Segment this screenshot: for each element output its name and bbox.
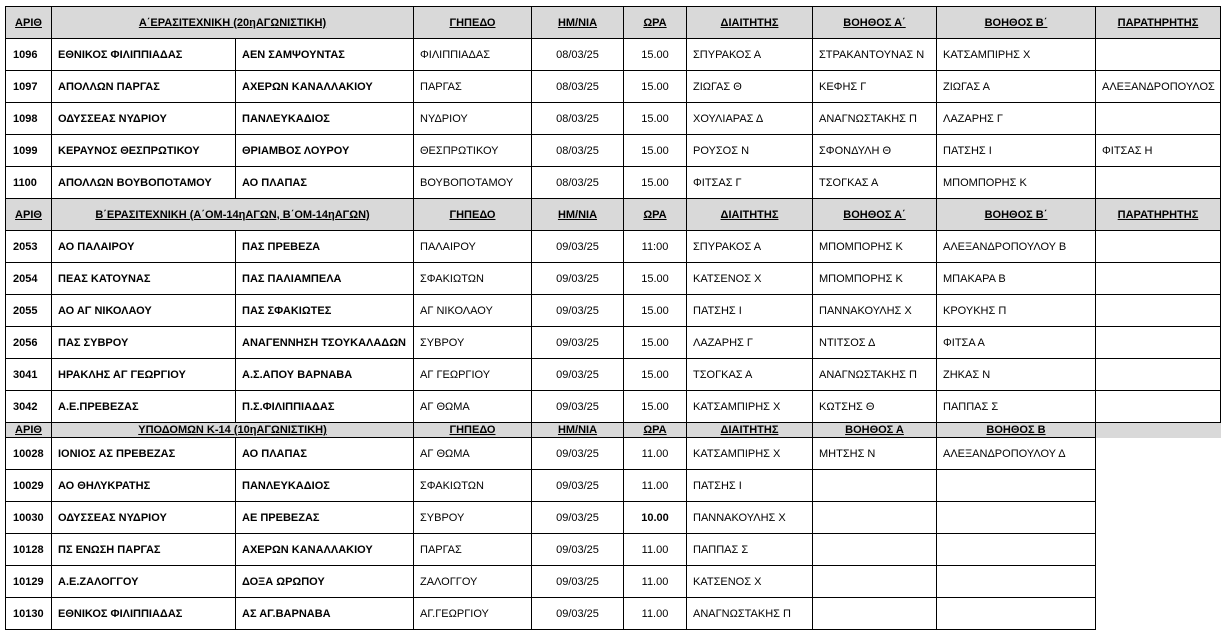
away-team: ΠΑΣ ΣΦΑΚΙΩΤΕΣ xyxy=(236,295,414,327)
match-code: 2055 xyxy=(6,295,52,327)
match-date: 09/03/25 xyxy=(532,598,624,630)
header-assistant-a: ΒΟΗΘΟΣ Α΄ xyxy=(813,199,937,231)
referee: ΤΣΟΓΚΑΣ Α xyxy=(687,359,813,391)
match-code: 2056 xyxy=(6,327,52,359)
away-team: ΑΟ ΠΛΑΠΑΣ xyxy=(236,167,414,199)
referee: ΚΑΤΣΑΜΠΙΡΗΣ Χ xyxy=(687,438,813,470)
referee: ΠΑΝΝΑΚΟΥΛΗΣ Χ xyxy=(687,502,813,534)
home-team: ΚΕΡΑΥΝΟΣ ΘΕΣΠΡΩΤΙΚΟΥ xyxy=(52,135,236,167)
match-time: 11.00 xyxy=(624,598,687,630)
section-title: ΥΠΟΔΟΜΩΝ Κ-14 (10ηΑΓΩΝΙΣΤΙΚΗ) xyxy=(52,423,414,438)
field-name: ΣΦΑΚΙΩΤΩΝ xyxy=(414,470,532,502)
away-team: ΑΕΝ ΣΑΜΨΟΥΝΤΑΣ xyxy=(236,39,414,71)
table-row xyxy=(6,598,1221,630)
away-team: Π.Σ.ΦΙΛΙΠΠΙΑΔΑΣ xyxy=(236,391,414,423)
assistant-b: ΦΙΤΣΑ Α xyxy=(937,327,1096,359)
header-field: ΓΗΠΕΔΟ xyxy=(414,199,532,231)
assistant-b: ΜΠΑΚΑΡΑ Β xyxy=(937,263,1096,295)
match-date: 08/03/25 xyxy=(532,135,624,167)
match-code: 2053 xyxy=(6,231,52,263)
assistant-b: ΛΑΖΑΡΗΣ Γ xyxy=(937,103,1096,135)
assistant-b xyxy=(937,534,1096,566)
home-team: ΑΠΟΛΛΩΝ ΠΑΡΓΑΣ xyxy=(52,71,236,103)
observer xyxy=(1096,263,1221,295)
observer: ΑΛΕΞΑΝΔΡΟΠΟΥΛΟΣ xyxy=(1096,71,1221,103)
away-team: ΑΣ ΑΓ.ΒΑΡΝΑΒΑ xyxy=(236,598,414,630)
observer xyxy=(1096,327,1221,359)
header-assistant-a: ΒΟΗΘΟΣ Α xyxy=(813,423,937,438)
home-team: ΕΘΝΙΚΟΣ ΦΙΛΙΠΠΙΑΔΑΣ xyxy=(52,598,236,630)
home-team: ΑΟ ΑΓ ΝΙΚΟΛΑΟΥ xyxy=(52,295,236,327)
header-assistant-b: ΒΟΗΘΟΣ Β΄ xyxy=(937,7,1096,39)
assistant-a: ΝΤΙΤΣΟΣ Δ xyxy=(813,327,937,359)
table-row xyxy=(6,566,1221,598)
section-header-row xyxy=(6,423,1221,438)
header-referee: ΔΙΑΙΤΗΤΗΣ xyxy=(687,7,813,39)
home-team: ΠΕΑΣ ΚΑΤΟΥΝΑΣ xyxy=(52,263,236,295)
field-name: ΦΙΛΙΠΠΙΑΔΑΣ xyxy=(414,39,532,71)
header-observer: ΠΑΡΑΤΗΡΗΤΗΣ xyxy=(1096,7,1221,39)
empty-cell xyxy=(1096,470,1221,502)
away-team: ΑΕ ΠΡΕΒΕΖΑΣ xyxy=(236,502,414,534)
referee: ΠΑΤΣΗΣ Ι xyxy=(687,295,813,327)
match-date: 09/03/25 xyxy=(532,327,624,359)
match-time: 15.00 xyxy=(624,359,687,391)
field-name: ΑΓ.ΓΕΩΡΓΙΟΥ xyxy=(414,598,532,630)
home-team: ΟΔΥΣΣΕΑΣ ΝΥΔΡΙΟΥ xyxy=(52,103,236,135)
home-team: ΠΣ ΕΝΩΣΗ ΠΑΡΓΑΣ xyxy=(52,534,236,566)
empty-cell xyxy=(1096,534,1221,566)
match-code: 10030 xyxy=(6,502,52,534)
assistant-a: ΠΑΝΝΑΚΟΥΛΗΣ Χ xyxy=(813,295,937,327)
match-date: 09/03/25 xyxy=(532,263,624,295)
field-name: ΝΥΔΡΙΟΥ xyxy=(414,103,532,135)
match-date: 09/03/25 xyxy=(532,502,624,534)
header-assistant-a: ΒΟΗΘΟΣ Α΄ xyxy=(813,7,937,39)
match-date: 08/03/25 xyxy=(532,39,624,71)
observer xyxy=(1096,231,1221,263)
observer xyxy=(1096,167,1221,199)
match-time: 11:00 xyxy=(624,231,687,263)
assistant-b: ΑΛΕΞΑΝΔΡΟΠΟΥΛΟΥ Δ xyxy=(937,438,1096,470)
away-team: ΑΝΑΓΕΝΝΗΣΗ ΤΣΟΥΚΑΛΑΔΩΝ xyxy=(236,327,414,359)
header-code: ΑΡΙΘ xyxy=(6,7,52,39)
assistant-b: ΜΠΟΜΠΟΡΗΣ Κ xyxy=(937,167,1096,199)
observer: ΦΙΤΣΑΣ Η xyxy=(1096,135,1221,167)
table-row xyxy=(6,103,1221,135)
match-code: 10129 xyxy=(6,566,52,598)
assistant-a xyxy=(813,502,937,534)
assistant-a xyxy=(813,598,937,630)
match-code: 2054 xyxy=(6,263,52,295)
referee: ΛΑΖΑΡΗΣ Γ xyxy=(687,327,813,359)
match-time: 11.00 xyxy=(624,534,687,566)
section-header-row xyxy=(6,7,1221,39)
assistant-a: ΑΝΑΓΝΩΣΤΑΚΗΣ Π xyxy=(813,359,937,391)
assistant-a: ΣΦΟΝΔΥΛΗ Θ xyxy=(813,135,937,167)
home-team: ΠΑΣ ΣΥΒΡΟΥ xyxy=(52,327,236,359)
schedule-body xyxy=(6,7,1221,630)
away-team: ΠΑΝΛΕΥΚΑΔΙΟΣ xyxy=(236,103,414,135)
referee: ΣΠΥΡΑΚΟΣ Α xyxy=(687,231,813,263)
away-team: ΠΑΝΛΕΥΚΑΔΙΟΣ xyxy=(236,470,414,502)
match-date: 08/03/25 xyxy=(532,167,624,199)
referee: ΑΝΑΓΝΩΣΤΑΚΗΣ Π xyxy=(687,598,813,630)
match-code: 10130 xyxy=(6,598,52,630)
match-time: 15.00 xyxy=(624,103,687,135)
field-name: ΖΑΛΟΓΓΟΥ xyxy=(414,566,532,598)
header-observer: ΠΑΡΑΤΗΡΗΤΗΣ xyxy=(1096,199,1221,231)
table-row xyxy=(6,391,1221,423)
referee: ΠΑΤΣΗΣ Ι xyxy=(687,470,813,502)
match-date: 09/03/25 xyxy=(532,391,624,423)
match-code: 10029 xyxy=(6,470,52,502)
match-time: 15.00 xyxy=(624,167,687,199)
away-team: Α.Σ.ΑΠΟΥ ΒΑΡΝΑΒΑ xyxy=(236,359,414,391)
match-time: 11.00 xyxy=(624,470,687,502)
assistant-a: ΜΠΟΜΠΟΡΗΣ Κ xyxy=(813,263,937,295)
observer xyxy=(1096,103,1221,135)
table-row xyxy=(6,502,1221,534)
match-date: 08/03/25 xyxy=(532,103,624,135)
schedule-table xyxy=(5,6,1221,630)
field-name: ΑΓ ΝΙΚΟΛΑΟΥ xyxy=(414,295,532,327)
away-team: ΠΑΣ ΠΑΛΙΑΜΠΕΛΑ xyxy=(236,263,414,295)
match-code: 1097 xyxy=(6,71,52,103)
away-team: ΑΧΕΡΩΝ ΚΑΝΑΛΛΑΚΙΟΥ xyxy=(236,534,414,566)
home-team: Α.Ε.ΠΡΕΒΕΖΑΣ xyxy=(52,391,236,423)
field-name: ΠΑΛΑΙΡΟΥ xyxy=(414,231,532,263)
header-date: ΗΜ/ΝΙΑ xyxy=(532,7,624,39)
assistant-b: ΚΡΟΥΚΗΣ Π xyxy=(937,295,1096,327)
assistant-a: ΑΝΑΓΝΩΣΤΑΚΗΣ Π xyxy=(813,103,937,135)
header-time: ΩΡΑ xyxy=(624,7,687,39)
assistant-a: ΚΩΤΣΗΣ Θ xyxy=(813,391,937,423)
table-row xyxy=(6,359,1221,391)
match-code: 3041 xyxy=(6,359,52,391)
field-name: ΠΑΡΓΑΣ xyxy=(414,534,532,566)
field-name: ΒΟΥΒΟΠΟΤΑΜΟΥ xyxy=(414,167,532,199)
match-date: 09/03/25 xyxy=(532,470,624,502)
table-row xyxy=(6,231,1221,263)
match-date: 09/03/25 xyxy=(532,295,624,327)
field-name: ΠΑΡΓΑΣ xyxy=(414,71,532,103)
field-name: ΣΦΑΚΙΩΤΩΝ xyxy=(414,263,532,295)
table-row xyxy=(6,327,1221,359)
assistant-b: ΠΑΠΠΑΣ Σ xyxy=(937,391,1096,423)
section-title: Β΄ΕΡΑΣΙΤΕΧΝΙΚΗ (Α΄ΟΜ-14ηΑΓΩΝ, Β΄ΟΜ-14ηΑΓΩΝ) xyxy=(52,199,414,231)
table-row xyxy=(6,470,1221,502)
empty-cell xyxy=(1096,438,1221,470)
assistant-a: ΜΠΟΜΠΟΡΗΣ Κ xyxy=(813,231,937,263)
away-team: ΑΧΕΡΩΝ ΚΑΝΑΛΛΑΚΙΟΥ xyxy=(236,71,414,103)
table-row xyxy=(6,295,1221,327)
header-assistant-b: ΒΟΗΘΟΣ Β xyxy=(937,423,1096,438)
table-row xyxy=(6,263,1221,295)
observer xyxy=(1096,39,1221,71)
table-row xyxy=(6,167,1221,199)
match-time: 15.00 xyxy=(624,71,687,103)
match-time: 15.00 xyxy=(624,327,687,359)
assistant-b: ΠΑΤΣΗΣ Ι xyxy=(937,135,1096,167)
match-date: 09/03/25 xyxy=(532,438,624,470)
home-team: ΕΘΝΙΚΟΣ ΦΙΛΙΠΠΙΑΔΑΣ xyxy=(52,39,236,71)
header-time: ΩΡΑ xyxy=(624,423,687,438)
home-team: ΑΟ ΘΗΛΥΚΡΑΤΗΣ xyxy=(52,470,236,502)
home-team: ΗΡΑΚΛΗΣ ΑΓ ΓΕΩΡΓΙΟΥ xyxy=(52,359,236,391)
section-title: Α΄ΕΡΑΣΙΤΕΧΝΙΚΗ (20ηΑΓΩΝΙΣΤΙΚΗ) xyxy=(52,7,414,39)
assistant-b xyxy=(937,598,1096,630)
header-code: ΑΡΙΘ xyxy=(6,423,52,438)
referee: ΧΟΥΛΙΑΡΑΣ Δ xyxy=(687,103,813,135)
match-time: 11.00 xyxy=(624,438,687,470)
home-team: ΑΠΟΛΛΩΝ ΒΟΥΒΟΠΟΤΑΜΟΥ xyxy=(52,167,236,199)
match-code: 3042 xyxy=(6,391,52,423)
home-team: ΟΔΥΣΣΕΑΣ ΝΥΔΡΙΟΥ xyxy=(52,502,236,534)
assistant-a xyxy=(813,566,937,598)
match-time: 15.00 xyxy=(624,135,687,167)
referee: ΚΑΤΣΕΝΟΣ Χ xyxy=(687,566,813,598)
observer xyxy=(1096,359,1221,391)
match-date: 09/03/25 xyxy=(532,231,624,263)
assistant-b xyxy=(937,566,1096,598)
table-row xyxy=(6,135,1221,167)
header-time: ΩΡΑ xyxy=(624,199,687,231)
match-time: 15.00 xyxy=(624,263,687,295)
referee: ΡΟΥΣΟΣ Ν xyxy=(687,135,813,167)
field-name: ΣΥΒΡΟΥ xyxy=(414,327,532,359)
home-team: ΑΟ ΠΑΛΑΙΡΟΥ xyxy=(52,231,236,263)
away-team: ΑΟ ΠΛΑΠΑΣ xyxy=(236,438,414,470)
referee: ΣΠΥΡΑΚΟΣ Α xyxy=(687,39,813,71)
header-code: ΑΡΙΘ xyxy=(6,199,52,231)
assistant-a xyxy=(813,470,937,502)
empty-cell xyxy=(1096,598,1221,630)
home-team: Α.Ε.ΖΑΛΟΓΓΟΥ xyxy=(52,566,236,598)
empty-cell xyxy=(1096,566,1221,598)
match-code: 1099 xyxy=(6,135,52,167)
match-date: 08/03/25 xyxy=(532,71,624,103)
header-referee: ΔΙΑΙΤΗΤΗΣ xyxy=(687,199,813,231)
assistant-b xyxy=(937,470,1096,502)
referee: ΖΙΩΓΑΣ Θ xyxy=(687,71,813,103)
match-date: 09/03/25 xyxy=(532,566,624,598)
match-time: 15.00 xyxy=(624,391,687,423)
referee: ΦΙΤΣΑΣ Γ xyxy=(687,167,813,199)
header-date: ΗΜ/ΝΙΑ xyxy=(532,423,624,438)
field-name: ΑΓ ΓΕΩΡΓΙΟΥ xyxy=(414,359,532,391)
table-row xyxy=(6,438,1221,470)
match-time: 11.00 xyxy=(624,566,687,598)
match-code: 1098 xyxy=(6,103,52,135)
match-code: 1100 xyxy=(6,167,52,199)
assistant-b: ΖΗΚΑΣ Ν xyxy=(937,359,1096,391)
field-name: ΑΓ ΘΩΜΑ xyxy=(414,438,532,470)
empty-cell xyxy=(1096,502,1221,534)
away-team: ΠΑΣ ΠΡΕΒΕΖΑ xyxy=(236,231,414,263)
home-team: ΙΟΝΙΟΣ ΑΣ ΠΡΕΒΕΖΑΣ xyxy=(52,438,236,470)
match-code: 10128 xyxy=(6,534,52,566)
match-code: 1096 xyxy=(6,39,52,71)
field-name: ΑΓ ΘΩΜΑ xyxy=(414,391,532,423)
assistant-a: ΣΤΡΑΚΑΝΤΟΥΝΑΣ Ν xyxy=(813,39,937,71)
match-time: 10.00 xyxy=(624,502,687,534)
header-field: ΓΗΠΕΔΟ xyxy=(414,7,532,39)
match-date: 09/03/25 xyxy=(532,359,624,391)
table-row xyxy=(6,534,1221,566)
header-date: ΗΜ/ΝΙΑ xyxy=(532,199,624,231)
assistant-b xyxy=(937,502,1096,534)
header-assistant-b: ΒΟΗΘΟΣ Β΄ xyxy=(937,199,1096,231)
assistant-a xyxy=(813,534,937,566)
header-field: ΓΗΠΕΔΟ xyxy=(414,423,532,438)
observer xyxy=(1096,391,1221,423)
table-row xyxy=(6,39,1221,71)
match-date: 09/03/25 xyxy=(532,534,624,566)
empty-cell xyxy=(1096,423,1221,438)
assistant-b: ΑΛΕΞΑΝΔΡΟΠΟΥΛΟΥ Β xyxy=(937,231,1096,263)
observer xyxy=(1096,295,1221,327)
table-row xyxy=(6,71,1221,103)
field-name: ΘΕΣΠΡΩΤΙΚΟΥ xyxy=(414,135,532,167)
assistant-b: ΚΑΤΣΑΜΠΙΡΗΣ Χ xyxy=(937,39,1096,71)
field-name: ΣΥΒΡΟΥ xyxy=(414,502,532,534)
referee: ΠΑΠΠΑΣ Σ xyxy=(687,534,813,566)
match-time: 15.00 xyxy=(624,39,687,71)
assistant-a: ΤΣΟΓΚΑΣ Α xyxy=(813,167,937,199)
referee: ΚΑΤΣΑΜΠΙΡΗΣ Χ xyxy=(687,391,813,423)
away-team: ΘΡΙΑΜΒΟΣ ΛΟΥΡΟΥ xyxy=(236,135,414,167)
match-time: 15.00 xyxy=(624,295,687,327)
assistant-a: ΚΕΦΗΣ Γ xyxy=(813,71,937,103)
section-header-row xyxy=(6,199,1221,231)
assistant-b: ΖΙΩΓΑΣ Α xyxy=(937,71,1096,103)
away-team: ΔΟΞΑ ΩΡΩΠΟΥ xyxy=(236,566,414,598)
referee: ΚΑΤΣΕΝΟΣ Χ xyxy=(687,263,813,295)
match-code: 10028 xyxy=(6,438,52,470)
header-referee: ΔΙΑΙΤΗΤΗΣ xyxy=(687,423,813,438)
assistant-a: ΜΗΤΣΗΣ Ν xyxy=(813,438,937,470)
